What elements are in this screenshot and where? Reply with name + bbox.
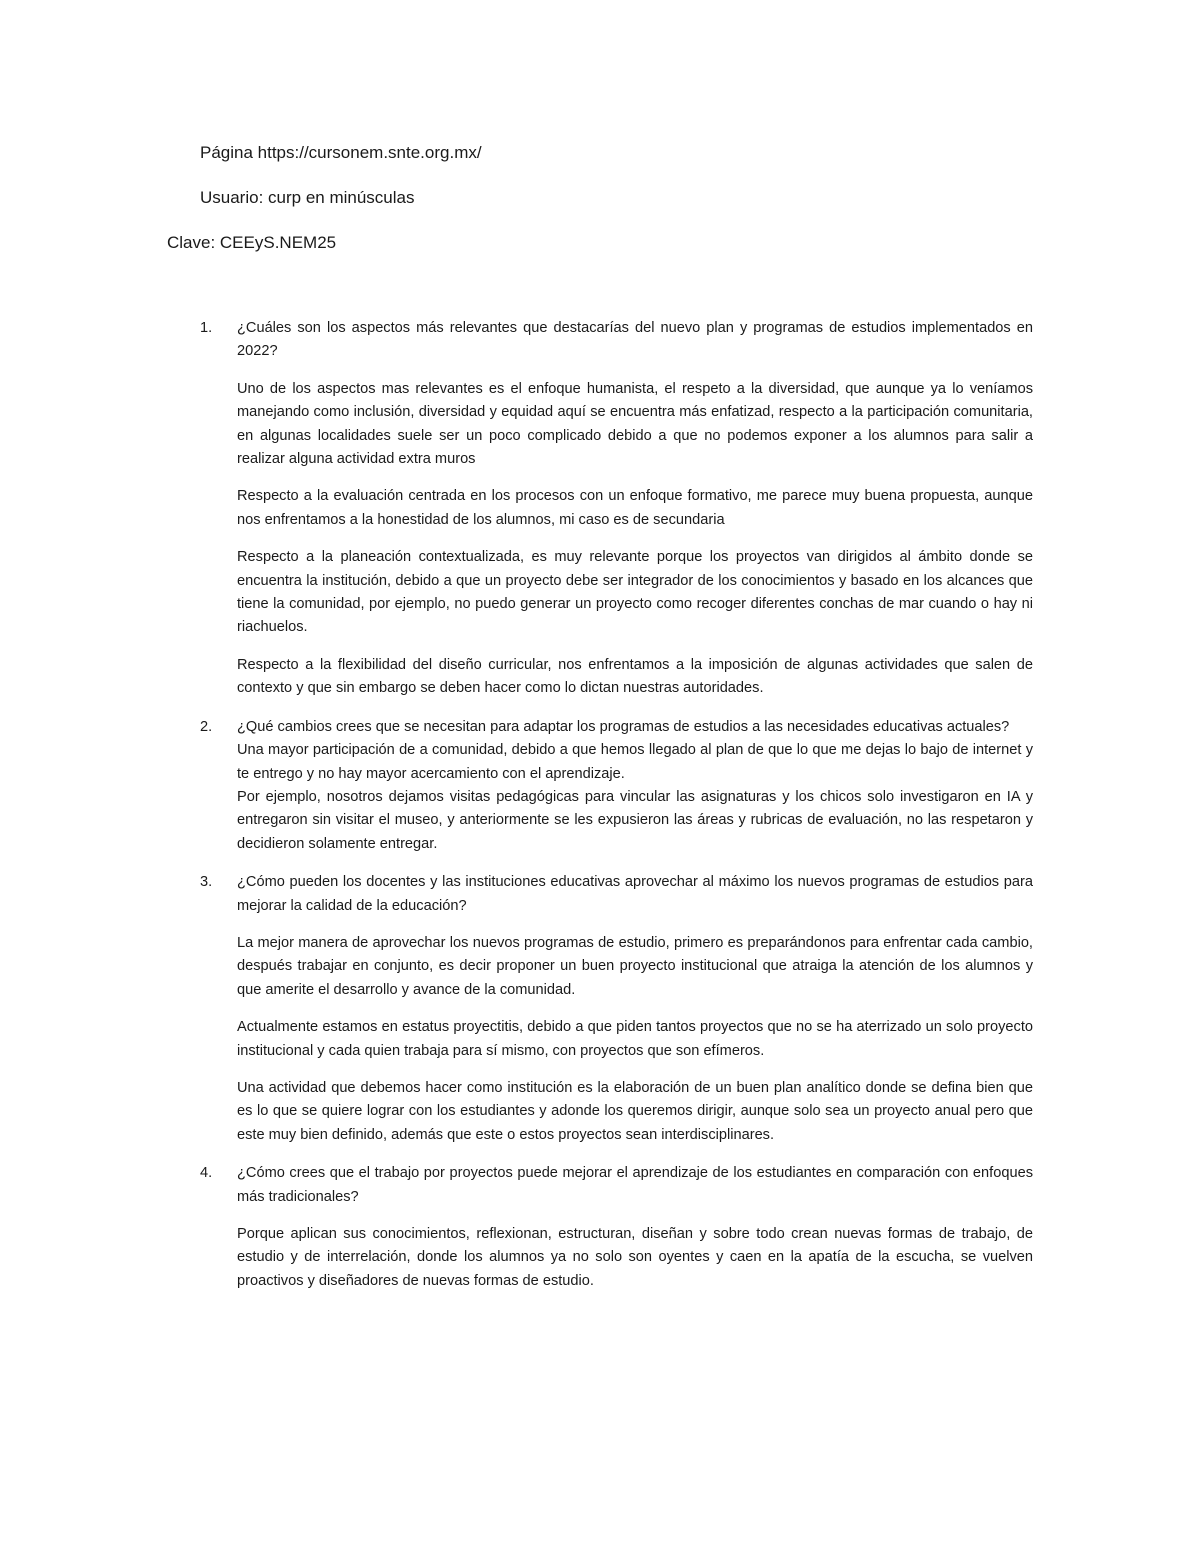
answer-paragraph: Respecto a la evaluación centrada en los procesos con un enfoque formativo, me parece muy buena propuesta, aunque nos enfrentamos a la honestidad de los alumnos, mi caso es de secundaria [237,488,1033,528]
question-text: ¿Qué cambios crees que se necesitan para adaptar los programas de estudios a las necesidades educativas actuales? [237,718,1010,735]
question-list [200,317,1033,1308]
question-number: 1. [200,320,213,336]
answer-paragraph: Por ejemplo, nosotros dejamos visitas pedagógicas para vincular las asignaturas y los chicos solo investigaron en IA y entregaron sin visitar el museo, y anteriormente se les expusieron las áreas y rubricas de evaluación, no las respetaron y decidieron solamente entregar. [237,788,1033,852]
answer-paragraph: Una actividad que debemos hacer como institución es la elaboración de un buen plan analítico donde se defina bien que es lo que se quiere lograr con los estudiantes y adonde los queremos dirigir, aunque solo sea un proyecto anual pero que este muy bien definido, además que este o estos proyectos sean interdisciplinares. [237,1079,1033,1143]
question-text: ¿Cómo pueden los docentes y las instituciones educativas aprovechar al máximo los nuevos programas de estudios para mejorar la calidad de la educación? [237,874,1033,914]
page-url-line: Página https://cursonem.snte.org.mx/ [200,143,482,162]
password-line: Clave: CEEyS.NEM25 [167,233,337,252]
answer-paragraph: Uno de los aspectos mas relevantes es el enfoque humanista, el respeto a la diversidad, que aunque ya lo veníamos manejando como inclusión, diversidad y equidad aquí se encuentra más enfatizad, respecto a la participación comunitaria, en algunas localidades suele ser un poco complicado debido a que no podemos exponer a los alumnos para salir a realizar alguna actividad extra muros [237,380,1033,468]
question-text: ¿Cómo crees que el trabajo por proyectos puede mejorar el aprendizaje de los estudiantes en comparación con enfoques más tradicionales? [237,1165,1033,1205]
answer-paragraph: Respecto a la planeación contextualizada, es muy relevante porque los proyectos van dirigidos al ámbito donde se encuentra la institución, debido a que un proyecto debe ser integrador de los conocimientos y basado en los alcances que tiene la comunidad, por ejemplo, no puedo generar un proyecto como recoger diferentes conchas de mar cuando o hay ni riachuelos. [237,549,1033,636]
question-number: 4. [200,1165,213,1182]
question-text: ¿Cuáles son los aspectos más relevantes que destacarías del nuevo plan y programas de estudios implementados en 2022? [237,320,1033,360]
answer-paragraph: La mejor manera de aprovechar los nuevos programas de estudio, primero es preparándonos para enfrentar cada cambio, después trabajar en conjunto, es decir proponer un buen proyecto institucional que atraiga la atención de los alumnos y que amerite el desarrollo y avance de la comunidad. [237,934,1033,998]
username-line: Usuario: curp en minúsculas [200,188,415,207]
question-item-4 [200,1162,1033,1293]
question-item-2 [200,716,1033,856]
answer-paragraph: Porque aplican sus conocimientos, reflexionan, estructuran, diseñan y sobre todo crean nuevas formas de trabajo, de estudio y de interrelación, donde los alumnos ya no solo son oyentes y caen en la apatía de la escucha, se vuelven proactivos y diseñadores de nuevas formas de estudio. [237,1226,1033,1289]
answer-paragraph: Actualmente estamos en estatus proyectitis, debido a que piden tantos proyectos que no se ha aterrizado un solo proyecto institucional y cada quien trabaja para sí mismo, con proyectos que son efímeros. [237,1019,1033,1059]
question-number: 2. [200,718,213,735]
question-item-1 [200,317,1033,701]
answer-paragraph: Una mayor participación de a comunidad, debido a que hemos llegado al plan de que lo que me dejas lo bajo de internet y te entrego y no hay mayor acercamiento con el aprendizaje. [237,742,1033,782]
question-item-3 [200,871,1033,1147]
answer-paragraph: Respecto a la flexibilidad del diseño curricular, nos enfrentamos a la imposición de algunas actividades que salen de contexto y que sin embargo se deben hacer como lo dictan nuestras autoridades. [237,656,1033,697]
question-number: 3. [200,874,213,891]
